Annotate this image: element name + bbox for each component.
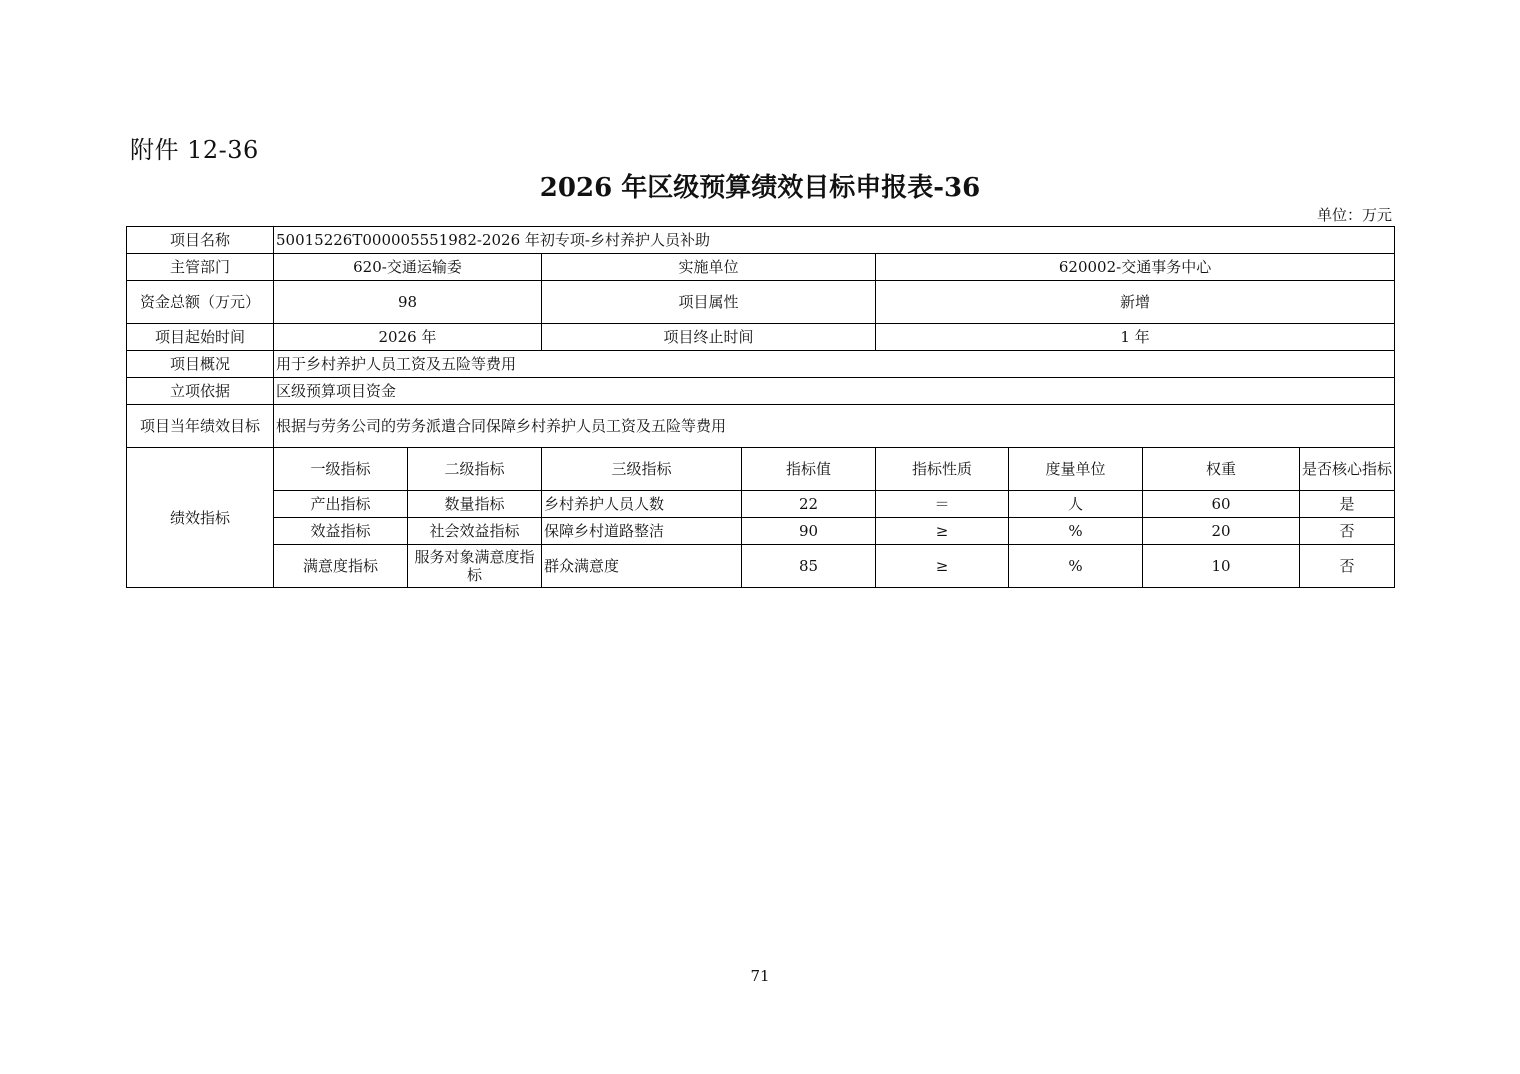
indicator-core: 否 [1300,518,1395,545]
attr-label: 项目属性 [542,281,876,324]
row-department [127,254,1395,281]
indicator-level1: 满意度指标 [274,545,408,588]
indicator-nature: ≥ [876,545,1009,588]
indicator-unit: % [1009,545,1143,588]
basis-label: 立项依据 [127,378,274,405]
indicator-core: 否 [1300,545,1395,588]
header-level2: 二级指标 [408,448,542,491]
goal-label: 项目当年绩效目标 [127,405,274,448]
indicator-weight: 60 [1143,491,1300,518]
indicator-unit: 人 [1009,491,1143,518]
table-row [127,491,1395,518]
row-fund [127,281,1395,324]
indicator-level2: 数量指标 [408,491,542,518]
attachment-label: 附件 12-36 [130,136,259,164]
project-name-label: 项目名称 [127,227,274,254]
indicator-level2: 社会效益指标 [408,518,542,545]
budget-table [126,226,1395,588]
indicator-level3: 群众满意度 [542,545,742,588]
header-nature: 指标性质 [876,448,1009,491]
start-label: 项目起始时间 [127,324,274,351]
attr-value: 新增 [876,281,1395,324]
row-goal [127,405,1395,448]
indicator-value: 85 [742,545,876,588]
table-row [127,545,1395,588]
overview-value: 用于乡村养护人员工资及五险等费用 [274,351,1395,378]
header-value: 指标值 [742,448,876,491]
indicator-nature: ≥ [876,518,1009,545]
goal-value: 根据与劳务公司的劳务派遣合同保障乡村养护人员工资及五险等费用 [274,405,1395,448]
row-basis [127,378,1395,405]
page-title: 2026 年区级预算绩效目标申报表-36 [539,173,981,203]
overview-label: 项目概况 [127,351,274,378]
unit-label: 单位：万元 [1316,206,1392,224]
header-level1: 一级指标 [274,448,408,491]
indicator-weight: 20 [1143,518,1300,545]
end-label: 项目终止时间 [542,324,876,351]
impl-value: 620002-交通事务中心 [876,254,1395,281]
indicator-value: 90 [742,518,876,545]
indicator-value: 22 [742,491,876,518]
header-weight: 权重 [1143,448,1300,491]
indicator-header-row [127,448,1395,491]
dept-label: 主管部门 [127,254,274,281]
header-core: 是否核心指标 [1300,448,1395,491]
row-time [127,324,1395,351]
page-number: 71 [750,967,770,985]
basis-value: 区级预算项目资金 [274,378,1395,405]
row-overview [127,351,1395,378]
dept-value: 620-交通运输委 [274,254,542,281]
indicator-level3: 保障乡村道路整洁 [542,518,742,545]
indicator-level3: 乡村养护人员人数 [542,491,742,518]
end-value: 1 年 [876,324,1395,351]
indicator-weight: 10 [1143,545,1300,588]
indicator-level2: 服务对象满意度指标 [408,545,542,588]
project-name-value: 50015226T000005551982-2026 年初专项-乡村养护人员补助 [274,227,1395,254]
row-project-name [127,227,1395,254]
start-value: 2026 年 [274,324,542,351]
indicator-level1: 效益指标 [274,518,408,545]
fund-label: 资金总额（万元） [127,281,274,324]
table-row [127,518,1395,545]
indicator-unit: % [1009,518,1143,545]
indicator-nature: ＝ [876,491,1009,518]
impl-label: 实施单位 [542,254,876,281]
indicator-section-label: 绩效指标 [127,448,274,588]
fund-value: 98 [274,281,542,324]
indicator-core: 是 [1300,491,1395,518]
indicator-level1: 产出指标 [274,491,408,518]
header-level3: 三级指标 [542,448,742,491]
header-unit: 度量单位 [1009,448,1143,491]
